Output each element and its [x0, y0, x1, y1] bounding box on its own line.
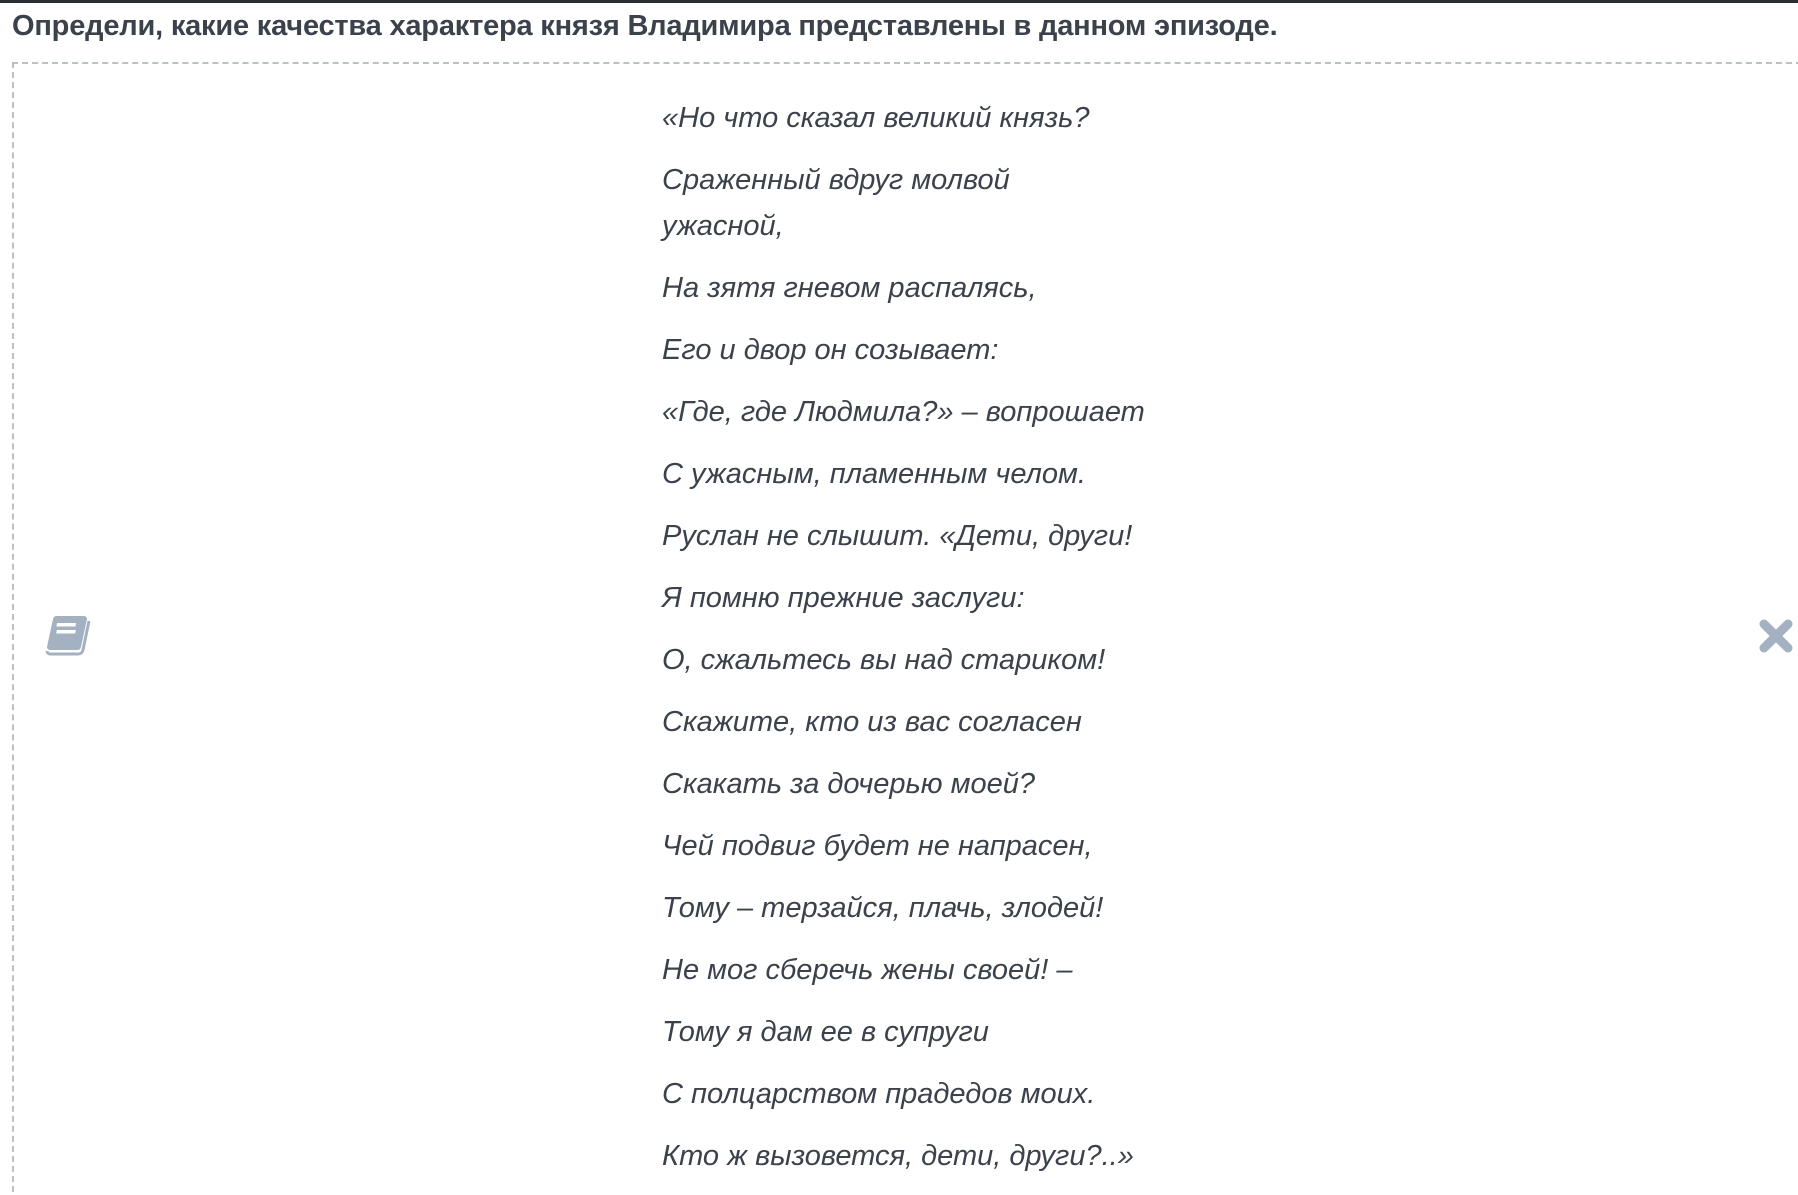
poem-line-text: Тому я дам ее в супруги: [662, 1016, 989, 1048]
poem-line: [662, 885, 1222, 931]
question-title: Определи, какие качества характера князя Владимира представлены в данном эпизоде.: [12, 10, 1278, 42]
poem-line-text: Скажите, кто из вас согласен: [662, 706, 1082, 738]
poem-line-text: Руслан не слышит. «Дети, други!: [662, 520, 1133, 552]
poem-line-text: Скакать за дочерью моей?: [662, 768, 1036, 800]
poem-line-text: Я помню прежние заслуги:: [662, 582, 1025, 614]
poem-line-text: Его и двор он созывает:: [662, 334, 999, 366]
poem-line: [662, 699, 1222, 745]
poem-line-text: Кто ж вызовется, дети, други?..»: [662, 1140, 1134, 1172]
top-border: [0, 0, 1798, 3]
poem-line: [662, 1071, 1222, 1117]
poem-line: [662, 95, 1222, 141]
poem-line: [662, 761, 1222, 807]
poem-line-text: «Но что сказал великий князь?: [662, 102, 1090, 134]
poem-line: [662, 1133, 1222, 1179]
poem-line: [662, 157, 1222, 249]
poem-line: [662, 823, 1222, 869]
poem-line-text: С полцарством прадедов моих.: [662, 1078, 1096, 1110]
poem-line: [662, 1009, 1222, 1055]
poem-line-text: Не мог сберечь жены своей! –: [662, 954, 1073, 986]
poem-line: [662, 327, 1222, 373]
poem-line: [662, 451, 1222, 497]
poem-line-text: ужасной,: [662, 210, 784, 242]
poem-line-text: «Где, где Людмила?» – вопрошает: [662, 396, 1145, 428]
poem-line: [662, 389, 1222, 435]
poem-line: [662, 513, 1222, 559]
poem-line-text: Тому – терзайся, плачь, злодей!: [662, 892, 1104, 924]
poem-line-text: О, сжальтесь вы над стариком!: [662, 644, 1106, 676]
poem-line: [662, 637, 1222, 683]
poem-line-text: С ужасным, пламенным челом.: [662, 458, 1086, 490]
poem-line-text: На зятя гневом распалясь,: [662, 272, 1037, 304]
poem-line-text: Чей подвиг будет не напрасен,: [662, 830, 1093, 862]
poem-line: [662, 265, 1222, 311]
book-icon[interactable]: [44, 612, 92, 658]
poem-line: [662, 575, 1222, 621]
poem-text: [662, 95, 1222, 1195]
close-icon[interactable]: [1758, 618, 1794, 654]
poem-line: [662, 947, 1222, 993]
poem-line-text: Сраженный вдруг молвой: [662, 164, 1010, 196]
